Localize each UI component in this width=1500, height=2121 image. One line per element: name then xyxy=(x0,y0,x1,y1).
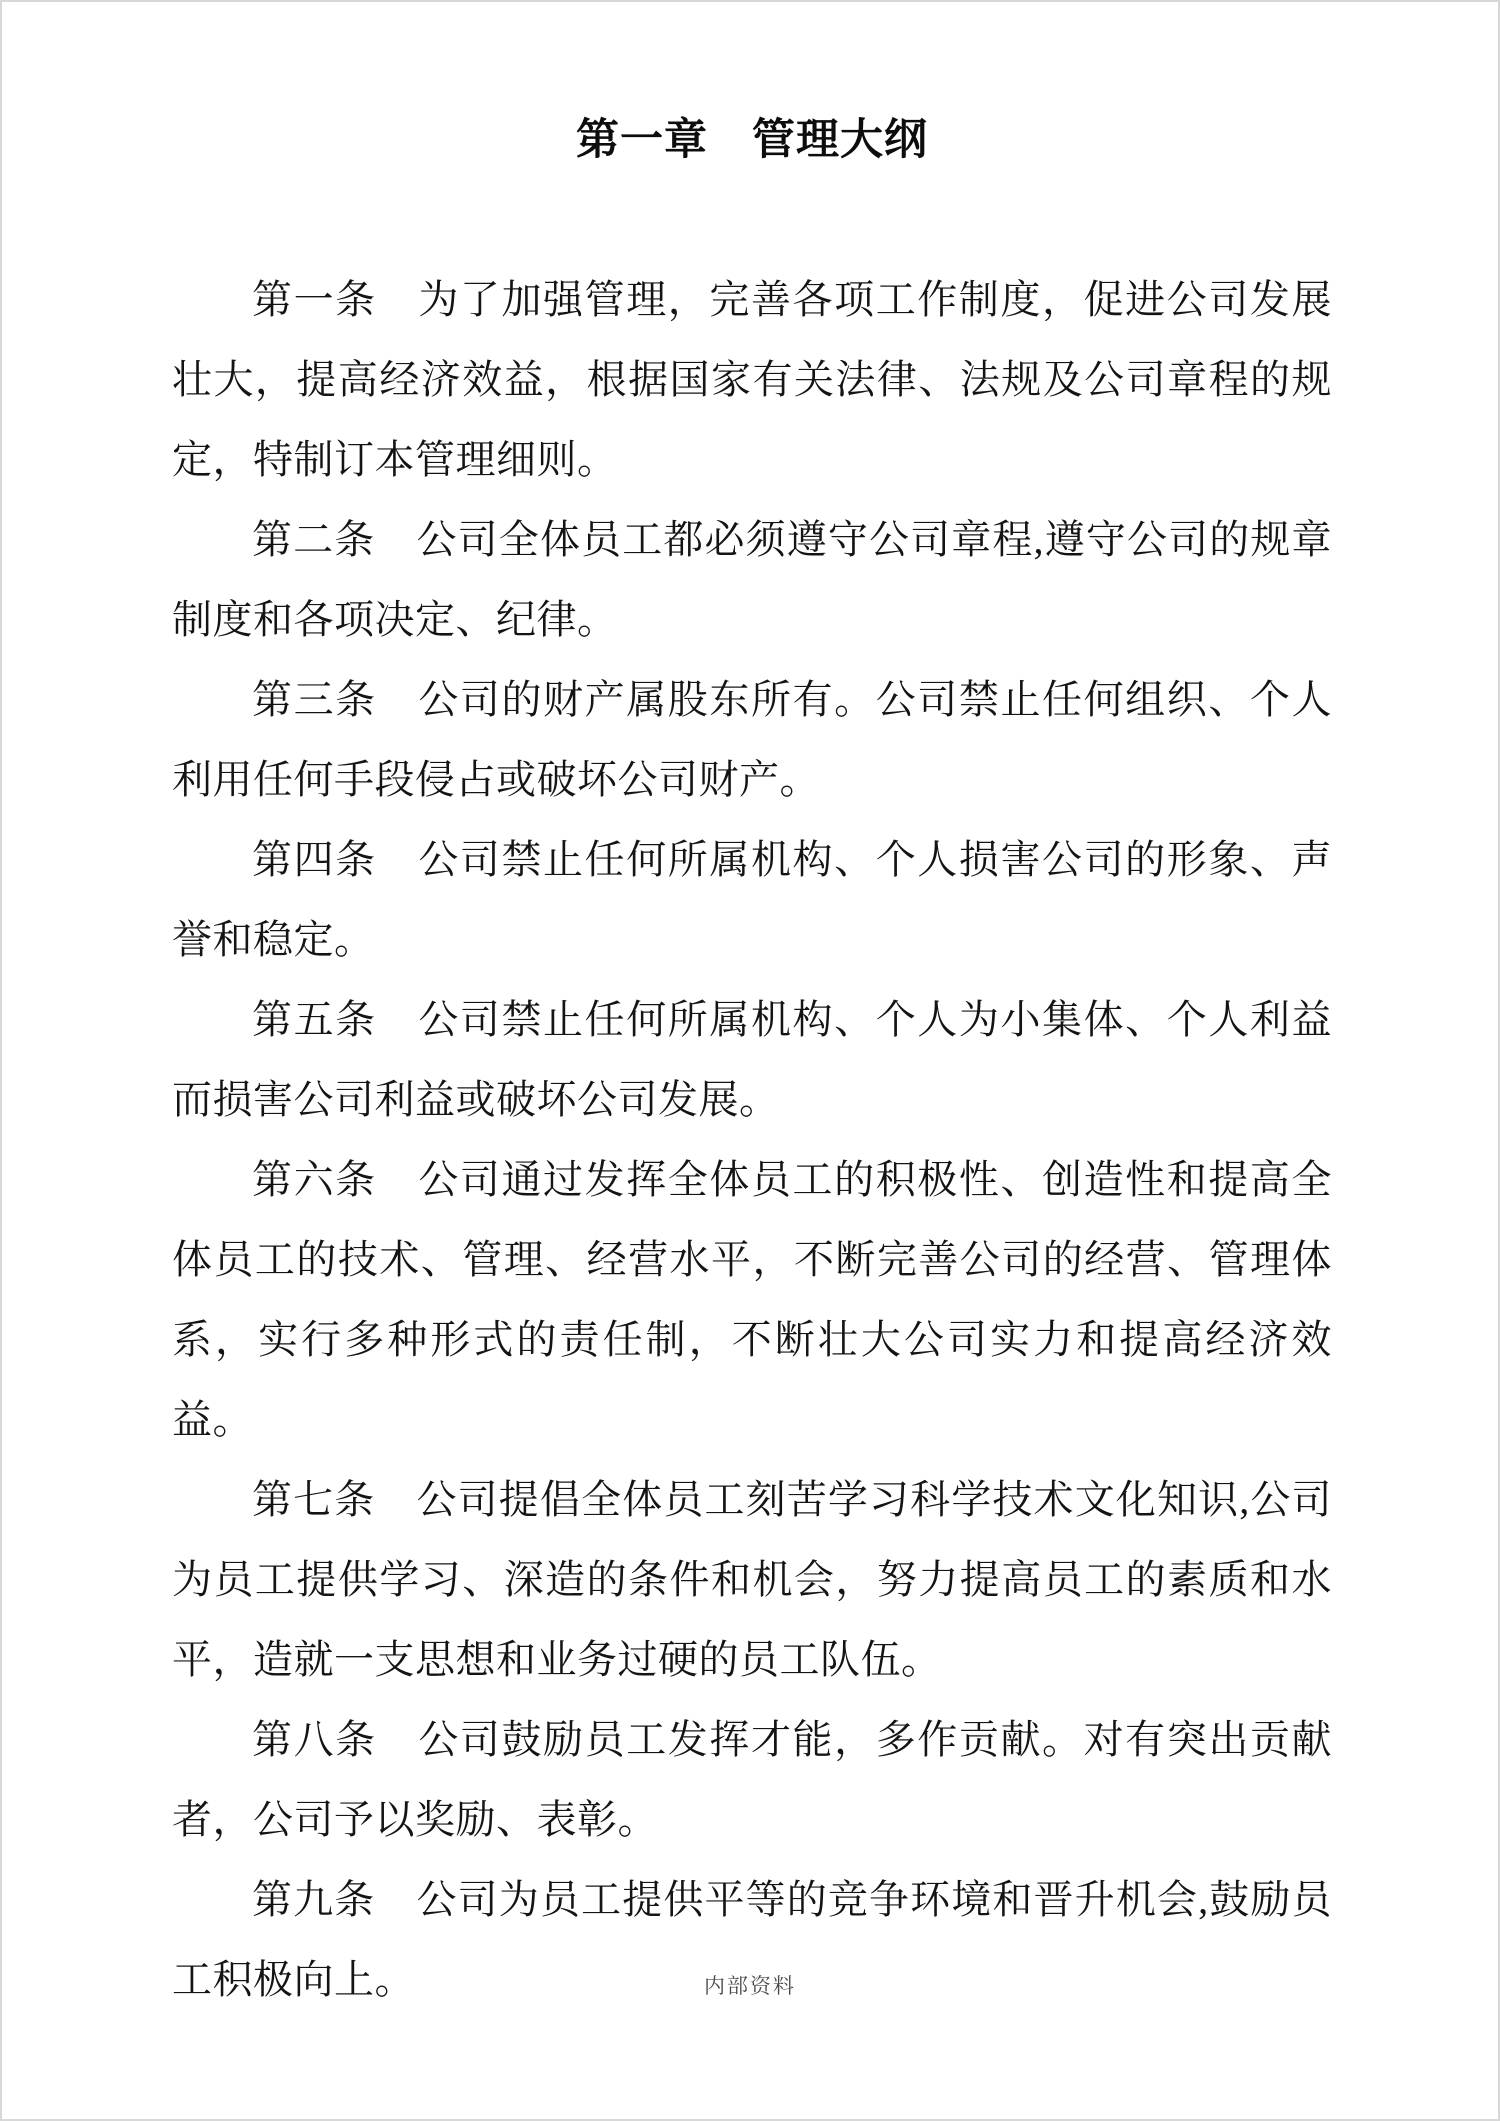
article-4-paragraph: 第四条 公司禁止任何所属机构、个人损害公司的形象、声誉和稳定。 xyxy=(172,836,1332,962)
article-2-paragraph: 第二条 公司全体员工都必须遵守公司章程,遵守公司的规章制度和各项决定、纪律。 xyxy=(172,516,1332,642)
article-6-paragraph: 第六条 公司通过发挥全体员工的积极性、创造性和提高全体员工的技术、管理、经营水平，不断完善公司的经营、管理体系，实行多种形式的责任制，不断壮大公司实力和提高经济效益。 xyxy=(172,1156,1332,1442)
article-8-paragraph: 第八条 公司鼓励员工发挥才能，多作贡献。对有突出贡献者，公司予以奖励、表彰。 xyxy=(172,1716,1332,1842)
footer-internal-material-label: 内部资料 xyxy=(704,1974,796,1998)
chapter-title: 第一章 管理大纲 xyxy=(576,116,928,164)
article-5-paragraph: 第五条 公司禁止任何所属机构、个人为小集体、个人利益而损害公司利益或破坏公司发展。 xyxy=(172,996,1332,1122)
article-7-paragraph: 第七条 公司提倡全体员工刻苦学习科学技术文化知识,公司为员工提供学习、深造的条件和机会，努力提高员工的素质和水平，造就一支思想和业务过硬的员工队伍。 xyxy=(172,1476,1332,1682)
article-1-paragraph: 第一条 为了加强管理，完善各项工作制度，促进公司发展壮大，提高经济效益，根据国家有关法律、法规及公司章程的规定，特制订本管理细则。 xyxy=(172,276,1332,482)
document-body xyxy=(172,114,1332,2020)
article-3-paragraph: 第三条 公司的财产属股东所有。公司禁止任何组织、个人利用任何手段侵占或破坏公司财产。 xyxy=(172,676,1332,802)
article-9-paragraph: 第九条 公司为员工提供平等的竞争环境和晋升机会,鼓励员工积极向上。 xyxy=(172,1876,1332,2002)
